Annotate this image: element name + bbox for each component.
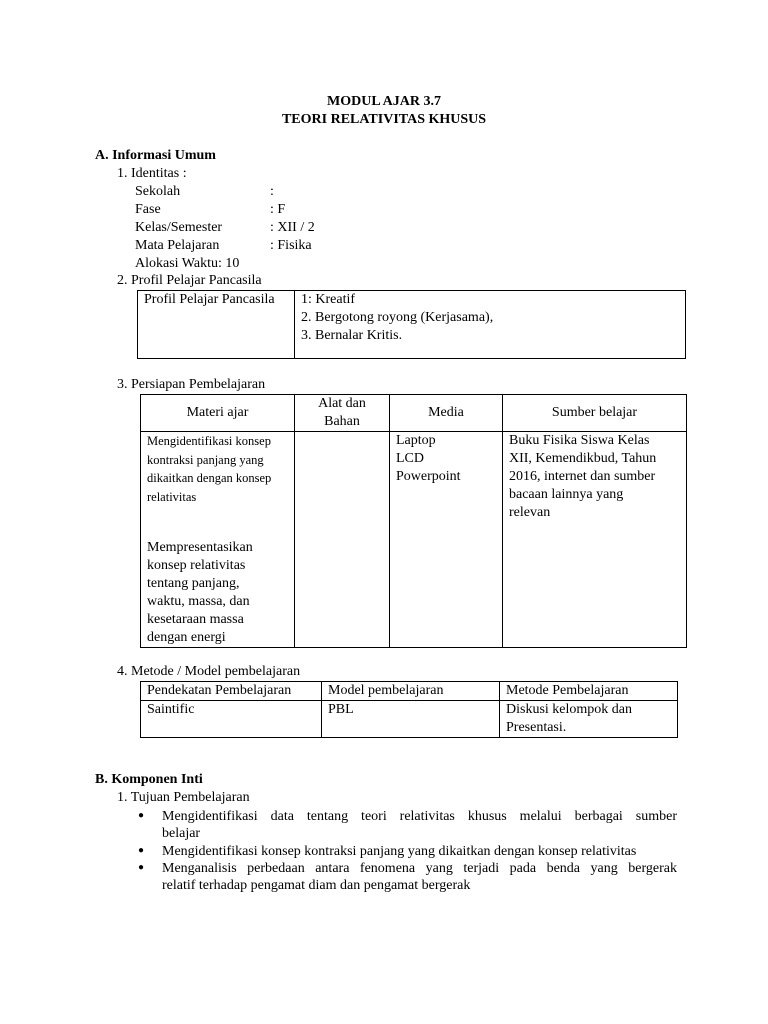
materi-line: konsep relativitas	[147, 558, 246, 573]
profil-value: 2. Bergotong royong (Kerjasama),	[301, 310, 494, 325]
header-bahan: Bahan	[324, 414, 360, 429]
identitas-value: : Fisika	[270, 238, 312, 253]
identitas-key: Sekolah	[135, 184, 181, 199]
tujuan-bullet-line: belajar	[162, 826, 201, 841]
alat-bahan-cell	[295, 432, 390, 648]
persiapan-label: 3. Persiapan Pembelajaran	[117, 377, 266, 392]
materi-line: kontraksi panjang yang	[147, 452, 264, 467]
media-cell	[390, 432, 503, 648]
materi-line: waktu, massa, dan	[147, 594, 250, 609]
profil-pelajar-label: 2. Profil Pelajar Pancasila	[117, 273, 262, 288]
header-sumber: Sumber belajar	[503, 395, 687, 432]
identitas-label: 1. Identitas :	[117, 166, 187, 181]
metode-cell: Saintific	[141, 701, 322, 738]
persiapan-table	[140, 394, 687, 648]
document-title: MODUL AJAR 3.7	[327, 94, 441, 109]
profil-table-label: Profil Pelajar Pancasila	[138, 291, 295, 359]
header-materi: Materi ajar	[141, 395, 295, 432]
materi-line: dikaitkan dengan konsep	[147, 471, 272, 485]
tujuan-bullet-line: Mengidentifikasi data tentang teori relativitas khusus melalui berbagai sumber	[162, 809, 677, 824]
metode-header: Pendekatan Pembelajaran	[141, 682, 322, 701]
media-line: LCD	[396, 451, 424, 466]
profil-value: 3. Bernalar Kritis.	[301, 328, 403, 343]
materi-cell	[141, 432, 295, 648]
media-line: Laptop	[396, 433, 436, 448]
tujuan-label: 1. Tujuan Pembelajaran	[117, 790, 250, 805]
tujuan-bullet-line: Menganalisis perbedaan antara fenomena yang terjadi pada benda yang bergerak	[162, 861, 677, 876]
bullet-icon: ●	[138, 810, 145, 821]
tujuan-bullet-line: Mengidentifikasi konsep kontraksi panjang yang dikaitkan dengan konsep relativitas	[162, 844, 637, 859]
metode-line: Diskusi kelompok dan	[506, 702, 632, 717]
metode-label: 4. Metode / Model pembelajaran	[117, 664, 301, 679]
header-alat: Alat dan	[318, 396, 366, 411]
sumber-cell	[503, 432, 687, 648]
materi-line: Mengidentifikasi konsep	[147, 434, 271, 448]
metode-table	[140, 681, 678, 738]
metode-header: Metode Pembelajaran	[500, 682, 678, 701]
materi-line: Mempresentasikan	[147, 540, 253, 555]
sumber-line: bacaan lainnya yang	[509, 487, 624, 502]
identitas-key: Fase	[135, 202, 161, 217]
metode-line: Presentasi.	[506, 720, 567, 735]
alokasi-waktu: Alokasi Waktu: 10	[135, 256, 240, 271]
section-b-heading: B. Komponen Inti	[95, 772, 203, 787]
sumber-line: 2016, internet dan sumber	[509, 469, 656, 484]
sumber-line: Buku Fisika Siswa Kelas	[509, 433, 650, 448]
bullet-icon: ●	[138, 862, 145, 873]
materi-line: tentang panjang,	[147, 576, 240, 591]
header-alat-bahan	[295, 395, 390, 432]
metode-cell	[500, 701, 678, 738]
materi-line: dengan energi	[147, 630, 226, 645]
metode-header: Model pembelajaran	[322, 682, 500, 701]
materi-line: relativitas	[147, 489, 197, 504]
identitas-key: Mata Pelajaran	[135, 238, 220, 253]
section-a-heading: A. Informasi Umum	[95, 148, 216, 163]
identitas-value: : F	[270, 202, 286, 217]
media-line: Powerpoint	[396, 469, 461, 484]
identitas-value: :	[270, 184, 274, 199]
profil-pelajar-table	[137, 290, 686, 359]
identitas-key: Kelas/Semester	[135, 220, 223, 235]
identitas-value: : XII / 2	[270, 220, 315, 235]
sumber-line: XII, Kemendikbud, Tahun	[509, 451, 657, 466]
tujuan-bullet-line: relatif terhadap pengamat diam dan pengamat bergerak	[162, 878, 471, 893]
materi-line: kesetaraan massa	[147, 612, 244, 627]
profil-table-values	[295, 291, 686, 359]
metode-cell: PBL	[322, 701, 500, 738]
document-subtitle: TEORI RELATIVITAS KHUSUS	[281, 112, 487, 127]
profil-value: 1: Kreatif	[301, 292, 356, 307]
sumber-line: relevan	[509, 505, 551, 520]
header-media: Media	[390, 395, 503, 432]
bullet-icon: ●	[138, 845, 145, 856]
